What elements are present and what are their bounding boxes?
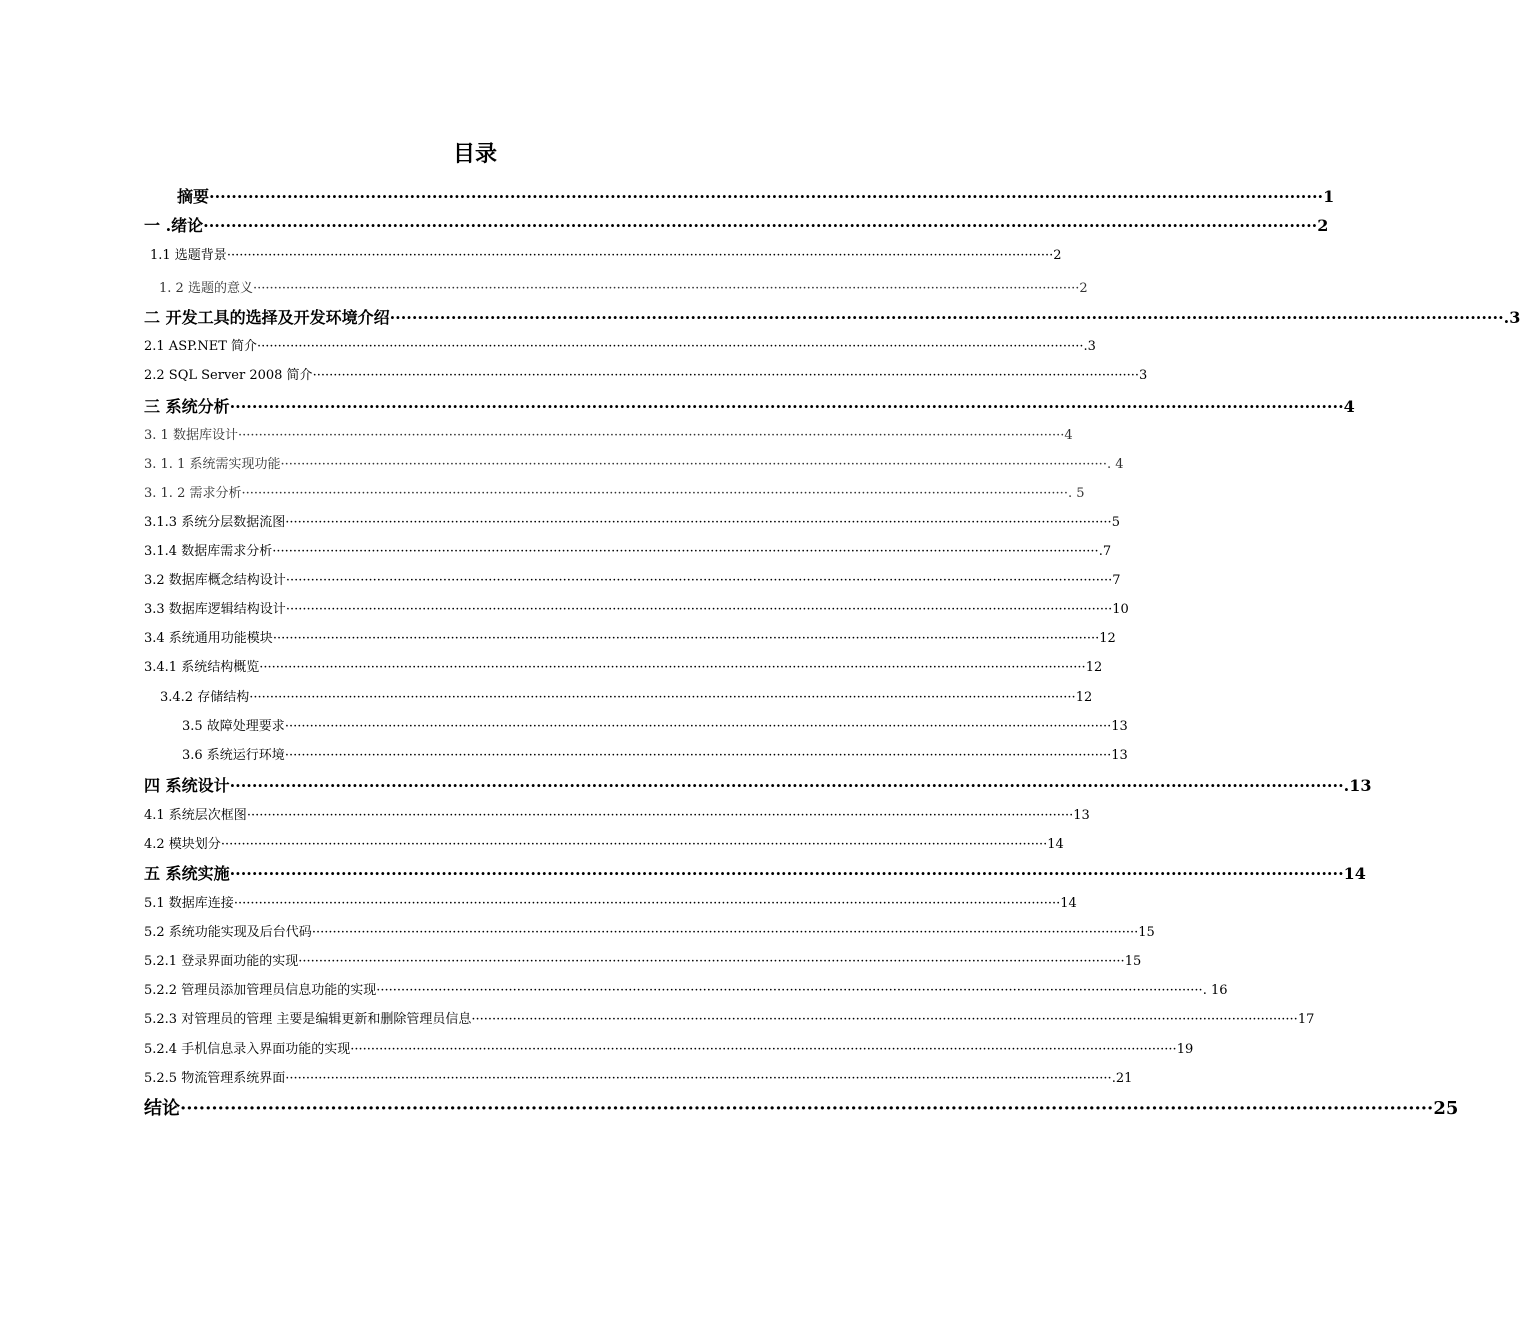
toc-entry-page: 4 bbox=[1343, 397, 1355, 416]
toc-entry[interactable] bbox=[182, 715, 1128, 737]
leader-dots: ········································································································································································································ bbox=[285, 515, 1112, 530]
toc-entry[interactable] bbox=[144, 1094, 1459, 1120]
toc-entry-title: 4.2 模块划分 bbox=[144, 837, 221, 852]
toc-entry-page: 7 bbox=[1112, 573, 1121, 588]
toc-entry[interactable] bbox=[160, 686, 1093, 708]
toc-entry-title: 3. 1. 2 需求分析 bbox=[144, 486, 242, 501]
leader-dots: ········································································································································································································ bbox=[280, 457, 1107, 472]
leader-dots: ········································································································································································································ bbox=[298, 954, 1125, 969]
toc-entry-title: 3. 1 数据库设计 bbox=[144, 428, 238, 443]
toc-entry-page: .3 bbox=[1083, 339, 1096, 354]
toc-entry-title: 5.2 系统功能实现及后台代码 bbox=[144, 925, 312, 940]
toc-entry-title: 4.1 系统层次框图 bbox=[144, 808, 247, 823]
toc-entry-title: 2.2 SQL Server 2008 简介 bbox=[144, 368, 313, 383]
toc-entry[interactable] bbox=[177, 184, 1335, 206]
leader-dots: ········································································································································································································ bbox=[284, 748, 1112, 763]
toc-entry[interactable] bbox=[144, 950, 1142, 972]
toc-entry-title: 3.2 数据库概念结构设计 bbox=[144, 573, 286, 588]
toc-entry-title: 3. 1. 1 系统需实现功能 bbox=[144, 457, 281, 472]
toc-entry[interactable] bbox=[144, 213, 1329, 235]
toc-entry-page: 12 bbox=[1075, 690, 1093, 705]
leader-dots: ········································································································································································································ bbox=[233, 896, 1061, 911]
toc-entry-page: 12 bbox=[1085, 660, 1103, 675]
toc-entry[interactable] bbox=[144, 921, 1155, 943]
toc-entry-page: .3 bbox=[1503, 308, 1520, 327]
toc-entry-title: 1.1 选题背景 bbox=[150, 248, 227, 263]
toc-entry-page: 2 bbox=[1317, 216, 1329, 235]
toc-entry[interactable] bbox=[144, 833, 1064, 855]
leader-dots: ········································································································································································································ bbox=[389, 308, 1504, 327]
leader-dots: ········································································································································································································ bbox=[241, 486, 1068, 501]
toc-entry[interactable] bbox=[144, 773, 1372, 795]
leader-dots: ········································································································································································································ bbox=[226, 248, 1054, 263]
leader-dots: ········································································································································································································ bbox=[209, 187, 1324, 206]
toc-entry[interactable] bbox=[144, 540, 1112, 562]
leader-dots: ········································································································································································································ bbox=[272, 631, 1100, 646]
leader-dots: ········································································································································································································ bbox=[203, 216, 1318, 235]
toc-entry[interactable] bbox=[144, 424, 1073, 446]
toc-entry-page: 5 bbox=[1111, 515, 1120, 530]
toc-entry-title: 3.4 系统通用功能模块 bbox=[144, 631, 273, 646]
toc-entry-page: 15 bbox=[1124, 954, 1142, 969]
leader-dots: ········································································································································································································ bbox=[237, 428, 1065, 443]
toc-entry[interactable] bbox=[182, 744, 1128, 766]
leader-dots: ········································································································································································································ bbox=[252, 281, 1080, 296]
page-title: 目录 bbox=[452, 141, 497, 167]
toc-entry-page: 1 bbox=[1323, 187, 1335, 206]
toc-entry[interactable] bbox=[144, 511, 1120, 533]
toc-entry-title: 3.3 数据库逻辑结构设计 bbox=[144, 602, 286, 617]
toc-entry-page: 13 bbox=[1111, 748, 1128, 763]
leader-dots: ········································································································································································································ bbox=[220, 837, 1048, 852]
toc-entry-title: 二 开发工具的选择及开发环境介绍 bbox=[144, 308, 390, 327]
leader-dots: ········································································································································································································ bbox=[311, 925, 1139, 940]
toc-entry-page: 10 bbox=[1112, 602, 1129, 617]
toc-entry-page: 4 bbox=[1064, 428, 1073, 443]
toc-entry-title: 3.1.4 数据库需求分析 bbox=[144, 544, 273, 559]
toc-entry[interactable] bbox=[144, 861, 1366, 883]
leader-dots: ········································································································································································································ bbox=[180, 1098, 1434, 1119]
toc-entry-page: . 4 bbox=[1106, 457, 1124, 472]
toc-entry-page: 2 bbox=[1053, 248, 1062, 263]
leader-dots: ········································································································································································································ bbox=[285, 602, 1113, 617]
toc-entry-title: 一 .绪论 bbox=[144, 216, 204, 235]
leader-dots: ········································································································································································································ bbox=[229, 397, 1344, 416]
toc-entry-title: 5.2.1 登录界面功能的实现 bbox=[144, 954, 299, 969]
toc-entry-page: 14 bbox=[1047, 837, 1064, 852]
toc-entry[interactable] bbox=[144, 1067, 1133, 1089]
toc-entry-page: 14 bbox=[1060, 896, 1077, 911]
toc-entry-page: . 5 bbox=[1067, 486, 1085, 501]
toc-entry-title: 5.2.5 物流管理系统界面 bbox=[144, 1071, 286, 1086]
toc-entry-title: 3.1.3 系统分层数据流图 bbox=[144, 515, 286, 530]
toc-entry-title: 2.1 ASP.NET 简介 bbox=[144, 339, 258, 354]
toc-entry-title: 3.4.1 系统结构概览 bbox=[144, 660, 260, 675]
toc-entry[interactable] bbox=[144, 482, 1085, 504]
toc-entry[interactable] bbox=[144, 892, 1077, 914]
toc-entry[interactable] bbox=[144, 979, 1228, 1001]
toc-entry-page: .7 bbox=[1098, 544, 1112, 559]
toc-entry-title: 5.2.2 管理员添加管理员信息功能的实现 bbox=[144, 983, 377, 998]
toc-entry[interactable] bbox=[144, 394, 1355, 416]
toc-entry-page: .13 bbox=[1343, 776, 1372, 795]
toc-entry[interactable] bbox=[144, 1008, 1315, 1030]
leader-dots: ········································································································································································································ bbox=[229, 776, 1344, 795]
toc-entry-page: 14 bbox=[1343, 864, 1366, 883]
toc-entry-page: 2 bbox=[1079, 281, 1088, 296]
toc-entry-title: 3.5 故障处理要求 bbox=[182, 719, 285, 734]
toc-entry-page: . 16 bbox=[1202, 983, 1228, 998]
toc-entry-title: 摘要 bbox=[177, 187, 210, 206]
toc-entry-title: 5.1 数据库连接 bbox=[144, 896, 234, 911]
toc-entry-page: .21 bbox=[1111, 1071, 1133, 1086]
toc-entry-page: 17 bbox=[1297, 1012, 1315, 1027]
toc-entry-title: 四 系统设计 bbox=[144, 776, 230, 795]
toc-entry[interactable] bbox=[159, 277, 1088, 299]
toc-entry[interactable] bbox=[150, 244, 1062, 266]
toc-entry-title: 1. 2 选题的意义 bbox=[159, 281, 253, 296]
leader-dots: ········································································································································································································ bbox=[284, 719, 1112, 734]
toc-entry-page: 13 bbox=[1073, 808, 1090, 823]
toc-entry[interactable] bbox=[144, 598, 1129, 620]
toc-entry-page: 3 bbox=[1139, 368, 1148, 383]
leader-dots: ········································································································································································································ bbox=[285, 1071, 1112, 1086]
toc-entry[interactable] bbox=[144, 335, 1096, 357]
toc-entry[interactable] bbox=[144, 627, 1116, 649]
leader-dots: ········································································································································································································ bbox=[259, 660, 1086, 675]
toc-entry-page: 25 bbox=[1433, 1098, 1459, 1119]
toc-entry[interactable] bbox=[144, 569, 1121, 591]
toc-entry-title: 3.4.2 存储结构 bbox=[160, 690, 250, 705]
toc-entry[interactable] bbox=[144, 1038, 1194, 1060]
toc-entry[interactable] bbox=[144, 364, 1148, 386]
leader-dots: ········································································································································································································ bbox=[246, 808, 1074, 823]
toc-entry-title: 5.2.4 手机信息录入界面功能的实现 bbox=[144, 1042, 351, 1057]
leader-dots: ········································································································································································································ bbox=[257, 339, 1084, 354]
leader-dots: ········································································································································································································ bbox=[229, 864, 1344, 883]
toc-entry-title: 3.6 系统运行环境 bbox=[182, 748, 285, 763]
toc-entry-page: 13 bbox=[1111, 719, 1128, 734]
leader-dots: ········································································································································································································ bbox=[350, 1042, 1177, 1057]
leader-dots: ········································································································································································································ bbox=[471, 1012, 1298, 1027]
leader-dots: ········································································································································································································ bbox=[249, 690, 1076, 705]
toc-entry-page: 19 bbox=[1176, 1042, 1194, 1057]
toc-entry-page: 12 bbox=[1099, 631, 1116, 646]
toc-entry-title: 三 系统分析 bbox=[144, 397, 230, 416]
toc-entry-title: 五 系统实施 bbox=[144, 864, 230, 883]
toc-entry-title: 5.2.3 对管理员的管理 主要是编辑更新和删除管理员信息 bbox=[144, 1012, 472, 1027]
toc-entry[interactable] bbox=[144, 656, 1103, 678]
leader-dots: ········································································································································································································ bbox=[285, 573, 1113, 588]
toc-entry[interactable] bbox=[144, 804, 1090, 826]
leader-dots: ········································································································································································································ bbox=[376, 983, 1203, 998]
leader-dots: ········································································································································································································ bbox=[272, 544, 1099, 559]
toc-entry-title: 结论 bbox=[144, 1098, 180, 1119]
toc-entry-page: 15 bbox=[1138, 925, 1155, 940]
toc-entry[interactable] bbox=[144, 305, 1520, 327]
toc-entry[interactable] bbox=[144, 453, 1124, 475]
leader-dots: ········································································································································································································ bbox=[312, 368, 1140, 383]
